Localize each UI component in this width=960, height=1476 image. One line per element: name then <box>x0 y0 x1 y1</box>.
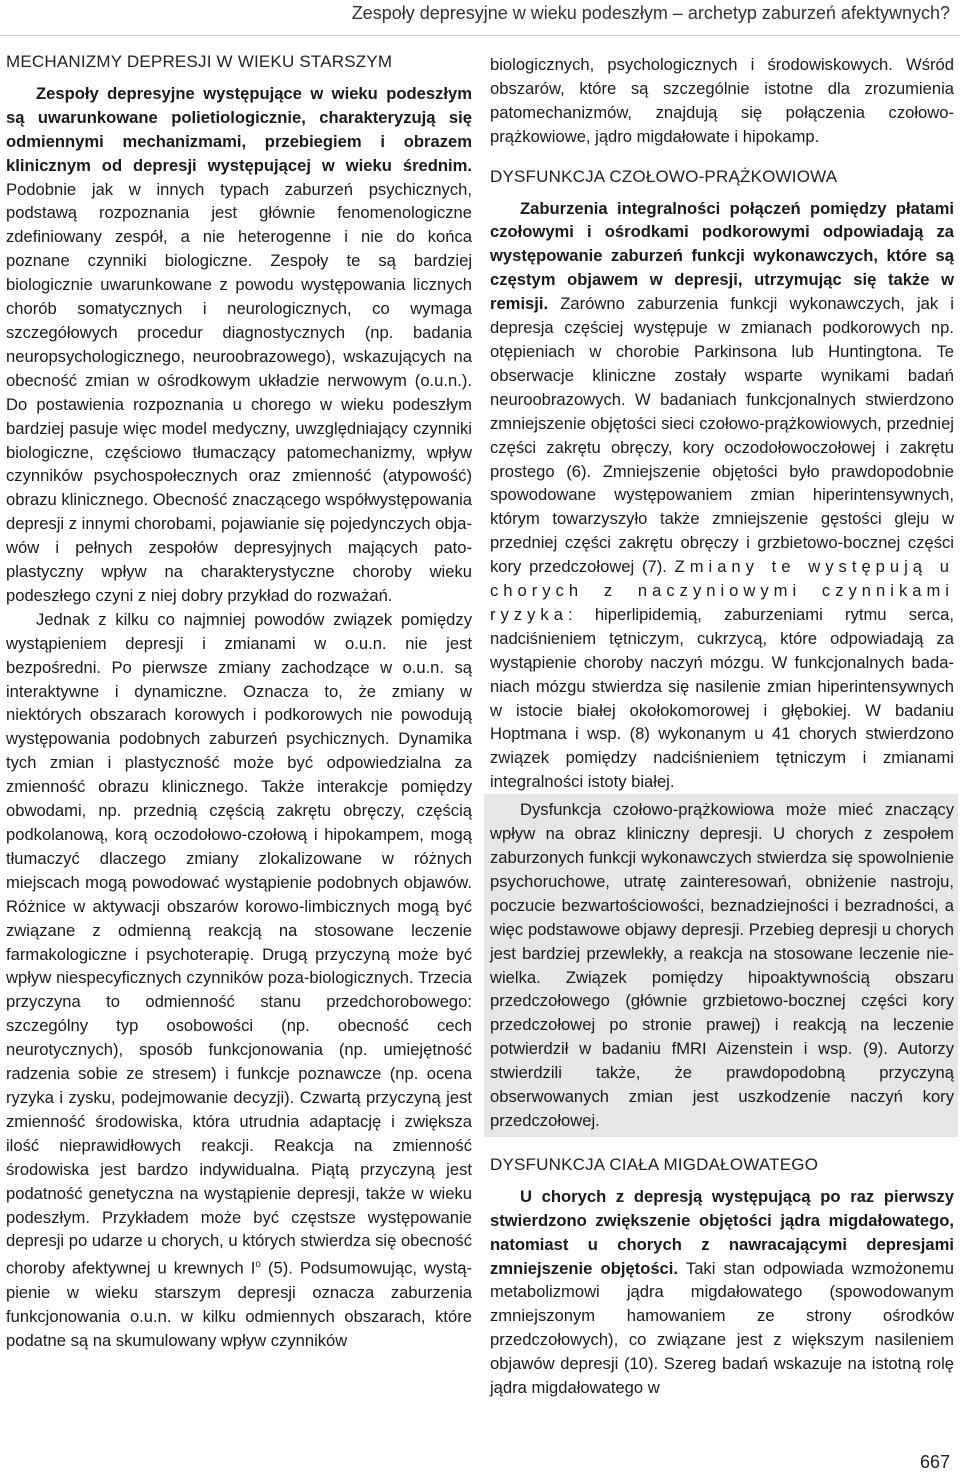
paragraph-continuation: biologicznych, psychologicznych i środowiskowych. Wśród obszarów, które są szczególnie istotne dla zrozumienia patomechanizmów, znajdują się połączenia czołowo-prążkowiowe, jądro migdałowate i hipokamp. <box>490 55 954 146</box>
section-heading-amygdala: DYSFUNKCJA CIAŁA MIGDAŁOWATEGO <box>490 1154 819 1174</box>
lead-sentence: Zaburzenia integralności połączeń pomiędzy płatami czołowymi i ośrodkami podkorowymi odpowiadają za występowanie zaburzeń funkcji wykonawczych, które są częstym objawem w depresji, utrzymując się także w remisji. <box>490 198 954 314</box>
paragraph-frontostriatal <box>490 197 954 795</box>
lead-sentence: U chorych z depresją występującą po raz pierwszy stwierdzono zwiększenie objętości jądra migdałowatego, natomiast u chorych z nawracającymi depresjami zmniejszenie objętości. <box>490 1186 954 1278</box>
lead-sentence: Zespoły depresyjne występujące w wieku podeszłym są uwarunkowane polietiologicznie, charakteryzują się odmiennymi mechanizmami, przebiegiem i obrazem klinicznym od depresji występującej w wieku średnim. <box>6 83 472 175</box>
body-text: : hiperlipidemią, zaburzeniami rytmu serca, nadciśnieniem tętniczym, cukrzycą, które odpowiadają za wystąpienie choroby naczyń mózgu. W funkcjonalnych badaniach mózgu stwierdza się nasilenie zmian hiperintensywnych w istocie białej okołokomorowej i głębokiej. W badaniu Hoptmana i wsp. (8) wykonanym u 41 chorych stwierdzono związek pomiędzy nadciśnieniem tętniczym i zmianami integralności istoty białej. <box>490 604 954 792</box>
body-text: Podobnie jak w innych typach zaburzeń psychicznych, podstawą rozpoznania jest głównie fenomenologiczne zdefiniowany zespół, a nie heterogenne i nie do końca poznane czynniki biologiczne. Zespoły te są bardziej biologicznie uwarunkowane z powodu występowania licznych chorób somatycznych i neurologicznych, co wymaga szczegółowych procedur diagnostycznych (np. badania neuropsychologicznego, neuroobrazowego), wskazujących na obecność zmian w ośrodkowym układzie nerwowym (o.u.n.). Do postawienia rozpoznania u chorego w wieku podeszłym bardziej pasuje więc model medyczny, uwzględniający czynniki biologiczne, częściowo tłumaczący patomechanizmy, wpływ czynników psychospołecznych oraz zmienność (atypowość) obrazu klinicznego. Obecność znaczącego współwystępowania depresji z innymi chorobami, pojawianie się pojedynczych objawów i pełnych zespołów depresyjnych mających patoplastyczny wpływ na charakterystyczne choroby wieku podeszłego czyni z niej dobry przykład do rozważań. <box>6 179 472 605</box>
running-title: Zespoły depresyjne w wieku podeszłym – archetyp zaburzeń afektywnych? <box>351 3 950 23</box>
section-heading-frontostriatal: DYSFUNKCJA CZOŁOWO-PRĄŻKOWIOWA <box>490 166 838 186</box>
body-text: Zarówno zaburzenia funkcji wykonawczych, jak i depresja częściej występuje w zmianach podkorowych np. otępieniach w chorobie Parkinsona lub Huntingtona. Te obserwacje kliniczne zostały wsparte wynikami badań neuroobrazowych. W badaniach funkcjonalnych stwierdzono zmniejszenie objętości sieci czołowo-prążkowiowych, przedniej części zakrętu obręczy, kory oczodołowoczołowej i zakrętu prostego (6). Zmniejszenie objętości było prawdopodobnie spowodowane występowaniem zmian hiperintensywnych, którym towarzyszyło także zmniejszenie gęstości gleju w przedniej części zakrętu obręczy i grzbietowo-bocznej części kory przedczołowej (7). <box>490 294 954 577</box>
paragraph-mechanisms-intro <box>6 82 472 608</box>
paragraph-clinical-impact: Dysfunkcja czołowo-prążkowiowa może mieć znaczący wpływ na obraz kliniczny depresji. U chorych z zespołem zaburzonych funkcji wykonawczych stwierdza się spowolnienie psychoruchowe, utratę zainteresowań, obniżenie nastroju, poczucie bezwartościowości, beznadziejności i bezradności, a więc podstawowe objawy depresji. Przebieg depresji u chorych jest bardziej przewlekły, a reakcja na stosowane leczenie niewielka. Związek pomiędzy hipoaktywnością obszaru przedczołowego (głównie grzbietowo-bocznej części kory przedczołowej po stronie prawej) i reakcją na leczenie potwierdził w badaniu fMRI Aizenstein i wsp. (9). Autorzy stwierdzili także, że prawdopodobną przyczyną obserwowanych zmian jest uszkodzenie naczyń kory przedczołowej. <box>484 794 958 1137</box>
page-header <box>0 0 960 36</box>
paragraph-causes <box>6 608 472 1353</box>
body-text: (5). Podsumowując, wystąpienie w wieku starszym depresji oznacza zaburzenia funkcjonowania o.u.n. w kilku odmiennych obszarach, które podatne są na skumulowany wpływ czynników <box>6 1258 472 1350</box>
page-number: 667 <box>919 1452 950 1472</box>
superscript: o <box>255 1259 261 1271</box>
right-column <box>490 53 954 1400</box>
left-column <box>6 50 472 1352</box>
body-text: Jednak z kilku co najmniej powodów związek pomiędzy wystąpieniem depresji i zmianami w o.u.n. nie jest bezpośredni. Po pierwsze zmiany zachodzące w o.u.n. są interaktywne i dynamiczne. Oznacza to, że zmiany w niektórych obszarach korowych i podkorowych nie powodują występowania podobnych zaburzeń psychicznych. Dynamika tych zmian i plastyczność może być odpowiedzialna za zmienność obrazu klinicznego. Także interakcje pomiędzy obwodami, np. przednią częścią zakrętu obręczy, częścią podkolanową, korą oczodołowo-czołową i hipokampem, mogą tłumaczyć dlaczego zmiany zlokalizowane w różnych miejscach mogą powodować wystąpienie podobnych objawów. Różnice w aktywacji obszarów korowo-limbicznych mogą być związane z odmienną reakcją na stosowane leczenie farmakologiczne i psychoterapię. Drugą przyczyną może być wpływ niespecyficznych czynników poza-biologicznych. Trzecia przyczyna to odmienność stanu przedchorobowego: szczególny typ osobowości (np. obecność cech neurotycznych), sposób funkcjonowania (np. umiejętność radzenia sobie ze stresem) i funkcje poznawcze (np. ocena ryzyka i zysku, podejmowanie decyzji). Czwartą przyczyną jest zmienność środowiska, która utrudnia adaptację i zwiększa ilość nieprawidłowych reakcji. Reakcja na zmienność środowiska jest bardzo indywidualna. Piątą przyczyną jest podatność genetyczna na wystąpienie depresji, także w wieku podeszłym. Przykładem może być częstsze występowanie depresji po udarze u chorych, u których stwierdza się obecność choroby afektywnej u krewnych I <box>6 609 472 1278</box>
body-text: Taki stan odpowiada wzmożonemu metabolizmowi jądra migdałowatego (spowodowanym zmniejszonym hamowaniem ze strony ośrodków przedczołowych), co związane jest z większym nasileniem objawów depresji (10). Szereg badań wskazuje na istotną rolę jądra migdałowatego w <box>490 1258 954 1398</box>
spaced-emphasis: Zmiany te występują u chorych z naczyniowymi czynnikami ryzyka <box>490 557 954 624</box>
paragraph-amygdala <box>490 1185 954 1400</box>
section-heading-mechanisms: MECHANIZMY DEPRESJI W WIEKU STARSZYM <box>6 52 393 71</box>
